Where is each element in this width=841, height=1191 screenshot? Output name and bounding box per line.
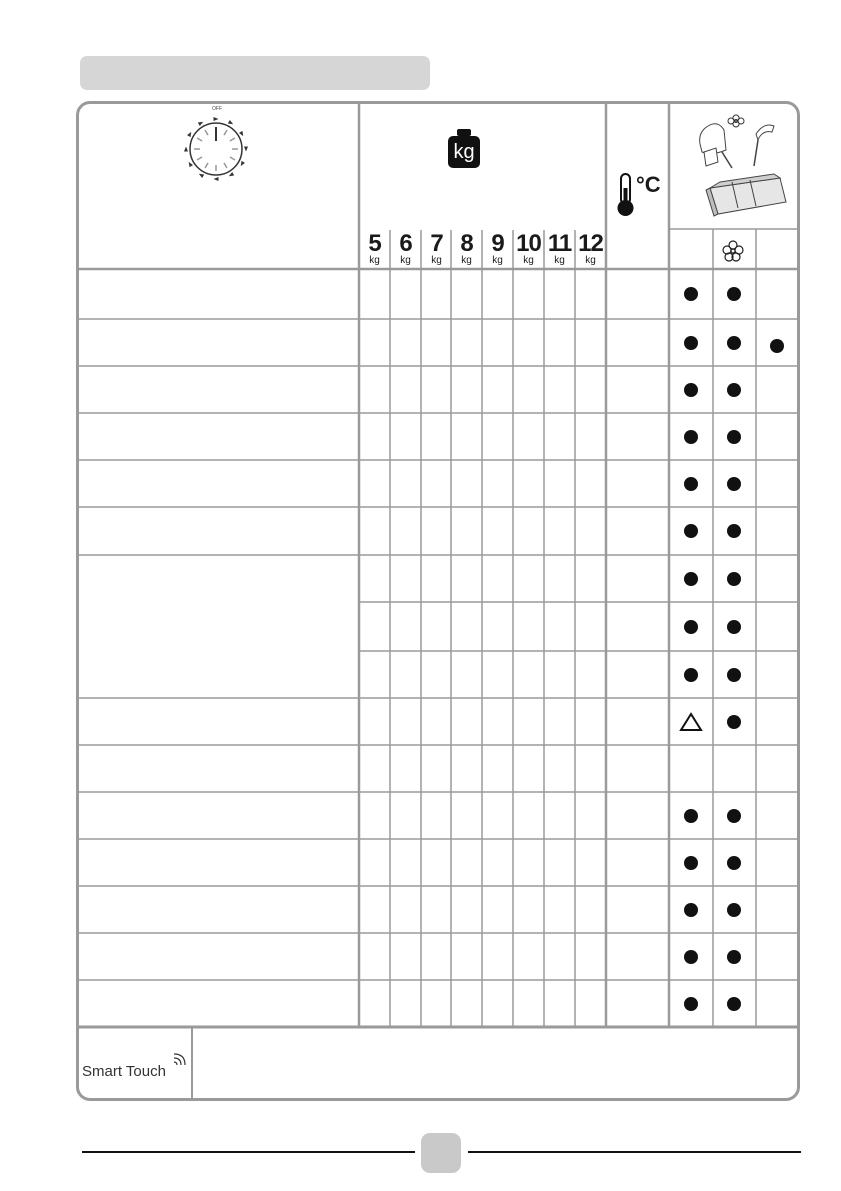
load-weight-6: 6 [399, 230, 412, 257]
mark-dot [684, 997, 698, 1011]
load-weight-5: 5 [368, 230, 381, 257]
load-weight-unit: kg [523, 255, 534, 266]
load-weight-8: 8 [460, 230, 473, 257]
mark-dot [727, 997, 741, 1011]
page-number-tab [421, 1133, 461, 1173]
mark-dot [727, 903, 741, 917]
load-weight-unit: kg [369, 255, 380, 266]
footer-rule-left [82, 1151, 415, 1153]
load-weight-unit: kg [461, 255, 472, 266]
mark-dot [684, 524, 698, 538]
load-weight-unit: kg [492, 255, 503, 266]
load-weight-11: 11 [547, 230, 572, 257]
mark-dot [727, 950, 741, 964]
mark-dot [727, 287, 741, 301]
load-weight-12: 12 [578, 230, 603, 257]
weight-icon-label: kg [453, 141, 475, 163]
mark-dot [684, 383, 698, 397]
load-weight-unit: kg [554, 255, 565, 266]
mark-dot [684, 336, 698, 350]
load-weight-unit: kg [431, 255, 442, 266]
footer-rule-right [468, 1151, 801, 1153]
programme-dial-icon [182, 110, 250, 182]
temperature-unit: °C [636, 172, 661, 197]
mark-dot [684, 477, 698, 491]
nfc-wave-icon [172, 1050, 188, 1066]
mark-dot [727, 430, 741, 444]
thermometer-icon [616, 172, 636, 218]
load-weight-10: 10 [516, 230, 541, 257]
mark-triangle [678, 711, 704, 733]
smart-touch-label: Smart Touch [82, 1063, 166, 1080]
mark-dot [727, 715, 741, 729]
load-weight-7: 7 [430, 230, 443, 257]
mark-dot [684, 903, 698, 917]
mark-dot [684, 950, 698, 964]
mark-dot [684, 809, 698, 823]
detergent-drawer-icon [692, 110, 792, 224]
mark-dot [727, 524, 741, 538]
mark-dot [727, 620, 741, 634]
load-weight-9: 9 [491, 230, 504, 257]
mark-dot [684, 668, 698, 682]
mark-dot [684, 287, 698, 301]
mark-dot [770, 339, 784, 353]
mark-dot [684, 620, 698, 634]
dial-off-label: OFF [212, 106, 222, 112]
mark-dot [727, 477, 741, 491]
load-weight-unit: kg [400, 255, 411, 266]
softener-flower-icon [722, 240, 744, 262]
load-weight-unit: kg [585, 255, 596, 266]
mark-dot [684, 430, 698, 444]
mark-dot [727, 383, 741, 397]
mark-dot [727, 668, 741, 682]
mark-dot [727, 572, 741, 586]
mark-dot [727, 856, 741, 870]
mark-dot [727, 809, 741, 823]
mark-dot [727, 336, 741, 350]
mark-dot [684, 856, 698, 870]
mark-dot [684, 572, 698, 586]
